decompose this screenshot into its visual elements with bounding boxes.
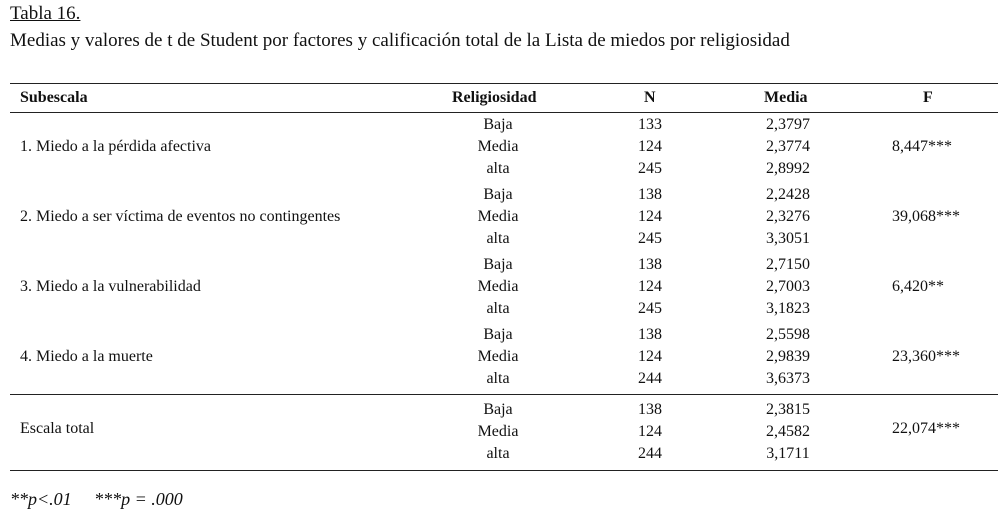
cell-n: 124 [638,138,662,155]
row-f-value: 23,360*** [892,348,960,365]
cell-religiosidad: Baja [483,401,513,418]
cell-religiosidad: Baja [483,116,513,133]
cell-n: 138 [638,256,662,273]
table-header [10,84,998,113]
cell-media: 3,1711 [766,445,810,462]
footnote-p01: **p<.01 [10,489,72,509]
table-footnote [10,489,201,510]
row-f-value: 22,074*** [892,420,960,437]
cell-n: 124 [638,278,662,295]
cell-religiosidad: Media [477,348,519,365]
cell-n: 133 [638,116,662,133]
footnote-p000: ***p = .000 [94,489,183,509]
cell-religiosidad: alta [486,300,510,317]
table-row [10,113,998,183]
row-f-value: 8,447*** [892,138,952,155]
table-number: Tabla 16. [10,3,81,24]
row-label: 3. Miedo a la vulnerabilidad [20,278,201,295]
cell-media: 2,8992 [766,160,810,177]
cell-religiosidad: alta [486,230,510,247]
row-f-value: 39,068*** [892,208,960,225]
cell-media: 2,7150 [766,256,810,273]
cell-media: 2,2428 [766,186,810,203]
row-label: 1. Miedo a la pérdida afectiva [20,138,212,155]
cell-religiosidad: Baja [483,326,513,343]
table-row [10,323,998,395]
header-media: Media [764,89,808,106]
cell-religiosidad: Media [477,208,519,225]
row-label: 4. Miedo a la muerte [20,348,153,365]
header-religiosidad: Religiosidad [452,89,537,106]
cell-media: 3,1823 [766,300,810,317]
table-row [10,183,998,253]
cell-n: 124 [638,348,662,365]
cell-media: 2,3797 [766,116,810,133]
cell-religiosidad: alta [486,160,510,177]
cell-religiosidad: Media [477,278,519,295]
row-f-value: 6,420** [892,278,944,295]
cell-media: 2,9839 [766,348,810,365]
cell-n: 244 [638,370,662,387]
results-table [10,83,998,471]
cell-religiosidad: Media [477,423,519,440]
cell-media: 2,4582 [766,423,810,440]
cell-media: 2,7003 [766,278,810,295]
table-row-total [10,395,998,470]
cell-religiosidad: alta [486,370,510,387]
cell-religiosidad: Baja [483,256,513,273]
header-f: F [923,89,933,106]
table-row [10,253,998,323]
cell-media: 3,3051 [766,230,810,247]
cell-n: 245 [638,230,662,247]
cell-n: 245 [638,300,662,317]
cell-n: 138 [638,186,662,203]
row-label: Escala total [20,420,95,437]
cell-n: 245 [638,160,662,177]
cell-religiosidad: alta [486,445,510,462]
cell-n: 138 [638,401,662,418]
cell-media: 3,6373 [766,370,810,387]
row-label: 2. Miedo a ser víctima de eventos no contingentes [20,208,341,225]
cell-n: 244 [638,445,662,462]
cell-n: 124 [638,208,662,225]
cell-n: 124 [638,423,662,440]
cell-media: 2,3276 [766,208,810,225]
header-n: N [644,89,656,106]
cell-religiosidad: Baja [483,186,513,203]
cell-n: 138 [638,326,662,343]
cell-media: 2,5598 [766,326,810,343]
cell-religiosidad: Media [477,138,519,155]
table-title: Medias y valores de t de Student por factores y calificación total de la Lista de miedos por religiosidad [10,30,790,51]
cell-media: 2,3774 [766,138,810,155]
header-subescala: Subescala [20,89,88,106]
cell-media: 2,3815 [766,401,810,418]
